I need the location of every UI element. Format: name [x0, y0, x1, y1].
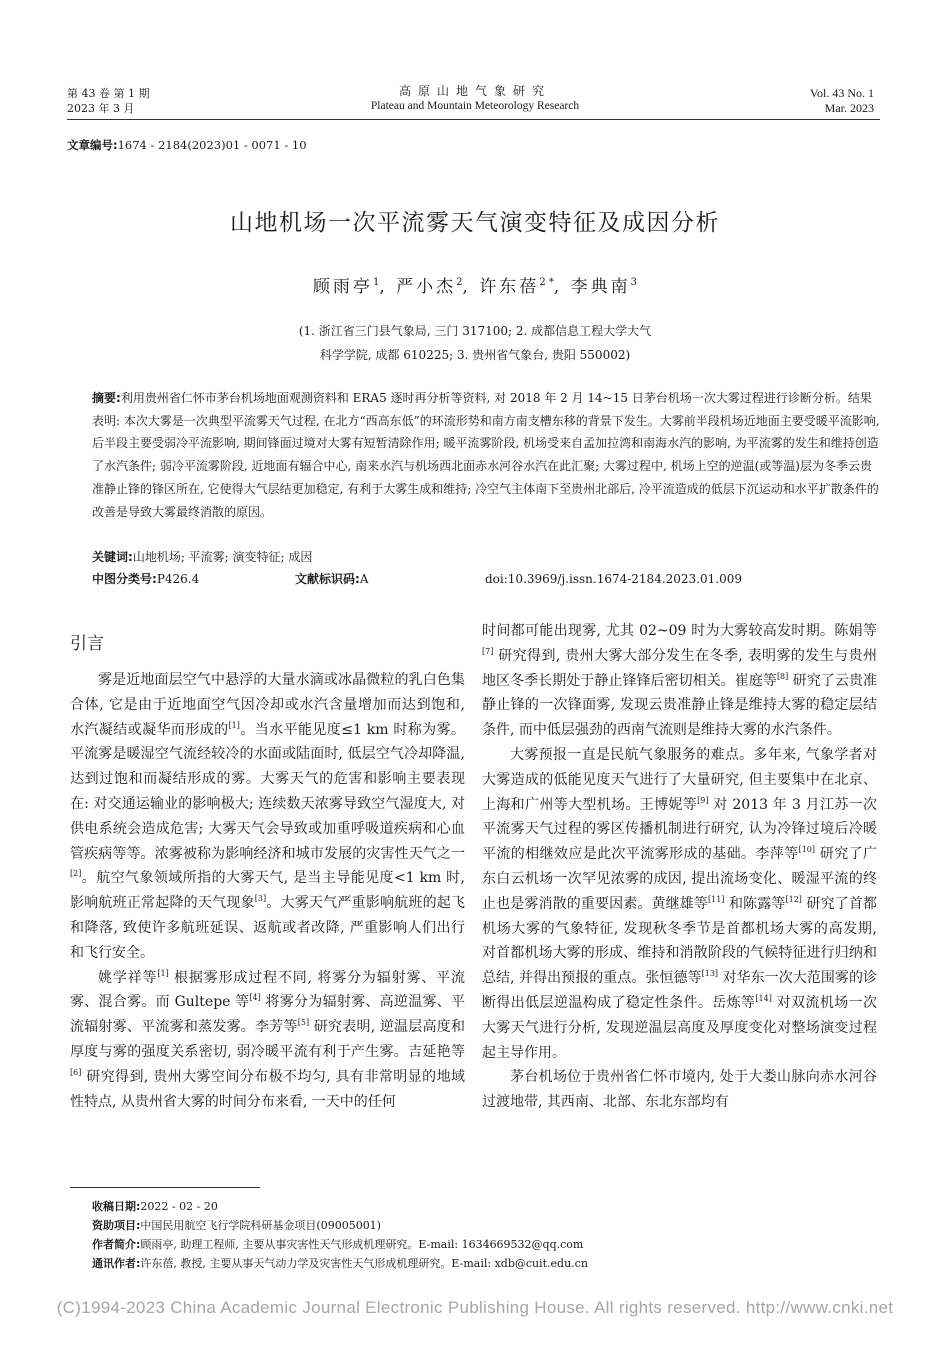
paragraph: 时间都可能出现雾, 尤其 02~09 时为大雾较高发时期。陈娟等[7] 研究得到, 贵州大雾大部分发生在冬季, 表明雾的发生与贵州地区冬季长期处于静止锋锋后密切相关。崔庭等[8] 研究了云贵准静止锋的一次锋面雾, 发现云贵准静止锋是维持大雾的稳定层结条件, 而中低层强劲的西南气流则是维持大雾的水汽条件。: [482, 623, 877, 739]
citation[interactable]: [8]: [776, 671, 789, 681]
citation[interactable]: [11]: [708, 894, 725, 904]
footnote-rule: [70, 1187, 260, 1188]
clc-value: P426.4: [156, 572, 200, 586]
citation[interactable]: [12]: [785, 894, 802, 904]
affiliation-line: 科学学院, 成都 610225; 3. 贵州省气象台, 贵阳 550002): [319, 348, 631, 362]
citation[interactable]: [5]: [297, 1018, 310, 1028]
copyright-watermark: (C)1994-2023 China Academic Journal Electronic Publishing House. All rights reserved. http://www.cnki.net: [56, 1298, 894, 1317]
author-name: 严小杰: [396, 277, 457, 297]
affiliation-line: (1. 浙江省三门县气象局, 三门 317100; 2. 成都信息工程大学大气: [298, 324, 652, 338]
funding: 资助项目:中国民用航空飞行学院科研基金项目(09005001): [92, 1219, 381, 1232]
footnotes: [92, 1197, 588, 1273]
body-column-left: [70, 619, 465, 1114]
volume-issue-en: Vol. 43 No. 1: [809, 86, 874, 100]
citation[interactable]: [9]: [697, 795, 709, 805]
paragraph: 雾是近地面层空气中悬浮的大量水滴或冰晶微粒的乳白色集合体, 它是由于近地面空气因冷却或水汽含量增加而达到饱和, 水汽凝结或凝华而形成的[1]。当水平能见度≤1 km 时称为雾。平流雾是暖湿空气流经较冷的水面或陆面时, 低层空气冷却降温, 达到过饱和而凝结形成的雾。大雾天气的危害和影响主要表现在: 对交通运输业的影响极大; 连续数天浓雾导致空气湿度大, 对供电系统会造成危害; 大雾天气会导致或加重呼吸道疾病和心血管疾病等等。浓雾被称为影响经济和城市发展的灾害性天气之一[2]。航空气象领域所指的大雾天气, 是当主导能见度<1 km 时, 影响航班正常起降的天气现象[3]。大雾天气严重影响航班的起飞和降落, 致使许多航班延误、返航或者改降, 严重影响人们出行和飞行安全。: [70, 672, 466, 961]
citation[interactable]: [2]: [70, 869, 82, 879]
citation[interactable]: [10]: [798, 845, 815, 855]
abstract-label: 摘要:: [92, 391, 121, 405]
paragraph: 姚学祥等[1] 根据雾形成过程不同, 将雾分为辐射雾、平流雾、混合雾。而 Gultepe 等[4] 将雾分为辐射雾、高逆温雾、平流辐射雾、平流雾和蒸发雾。李芳等[5] 研究表明, 逆温层高度和厚度与雾的强度关系密切, 弱冷暖平流有利于产生雾。吉延艳等[6] 研究得到, 贵州大雾空间分布极不均匀, 具有非常明显的地域性特点, 从贵州省大雾的时间分布来看, 一天中的任何: [70, 968, 465, 1110]
doi-label: doi:: [485, 572, 508, 586]
citation[interactable]: [7]: [482, 646, 494, 656]
citation[interactable]: [14]: [755, 993, 772, 1003]
doc-code-value: A: [359, 572, 369, 586]
citation[interactable]: [1]: [228, 720, 240, 730]
journal-name-en: Plateau and Mountain Meteorology Research: [370, 100, 580, 112]
keywords-value: 山地机场; 平流雾; 演变特征; 成因: [132, 550, 313, 564]
abstract-text: 利用贵州省仁怀市茅台机场地面观测资料和 ERA5 逐时再分析等资料, 对 2018 年 2 月 14~15 日茅台机场一次大雾过程进行诊断分析。结果表明: 本次大雾是一次典型平流雾天气过程, 在北方“西高东低”的环流形势和南方南支槽东移的背景下发生。大雾前半段机场近地面主要受暖平流影响, 后半段主要受弱冷平流影响, 期间锋面过境对大雾有短暂清除作用; 暖平流雾阶段, 机场受来自孟加拉湾和南海水汽的影响, 为平流雾的发生和维持创造了水汽条件; 弱冷平流雾阶段, 近地面有辐合中心, 南来水汽与机场西北面赤水河谷水汽在此汇聚; 大雾过程中, 机场上空的逆温(或等温)层为冬季云贵准静止锋的锋区所在, 它使得大气层结更加稳定, 有利于大雾生成和维持; 冷空气主体南下至贵州北部后, 冷平流造成的低层下沉运动和水平扩散条件的改善是导致大雾最终消散的原因。: [92, 391, 880, 519]
author-affil-mark: 1: [372, 277, 380, 288]
running-header-center: [0, 84, 950, 114]
keywords: [92, 547, 882, 567]
author-affil-mark: 2 *: [539, 277, 554, 288]
author-name: 顾雨亭: [312, 277, 373, 297]
header-rule: [67, 119, 880, 120]
section-heading: 引言: [70, 634, 104, 654]
issue-date: 2023 年 3 月: [67, 102, 135, 115]
article-number-label: 文章编号:: [67, 138, 118, 152]
paper-title: 山地机场一次平流雾天气演变特征及成因分析: [230, 210, 720, 236]
corresponding-author: 通讯作者:许东蓓, 教授, 主要从事天气动力学及灾害性天气形成机理研究。E-mail: xdb@cuit.edu.cn: [92, 1257, 588, 1270]
clc-label: 中图分类号:: [92, 572, 157, 586]
doc-code-label: 文献标识码:: [295, 572, 360, 586]
affiliations: [0, 319, 950, 367]
body-column-right: [482, 619, 877, 1115]
author-affil-mark: 2: [456, 277, 463, 288]
journal-name-cn: 高原山地气象研究: [398, 84, 551, 98]
author-name: 李典南: [570, 277, 631, 297]
citation[interactable]: [13]: [701, 969, 719, 979]
doi-value: 10.3969/j.issn.1674-2184.2023.01.009: [507, 572, 742, 586]
abstract: [92, 387, 882, 523]
author-list: 顾雨亭$^1$, 严小杰$^2$, 许东蓓$^{2 *}$, 李典南$^3$: [312, 277, 638, 297]
running-header-right: [810, 86, 874, 116]
author-name: 许东蓓: [479, 277, 540, 297]
citation[interactable]: [6]: [70, 1067, 82, 1077]
paragraph: 大雾预报一直是民航气象服务的难点。多年来, 气象学者对大雾造成的低能见度天气进行了大量研究, 但主要集中在北京、上海和广州等大型机场。王博妮等[9] 对 2013 年 3 月江苏一次平流雾天气过程的雾区传播机制进行研究, 认为冷锋过境后冷暖平流的相继效应是此次平流雾形成的基础。李萍等[10] 研究了广东白云机场一次罕见浓雾的成因, 提出流场变化、暖湿平流的终止也是雾消散的重要因素。黄继雄等[11] 和陈露等[12] 研究了首都机场大雾的气象特征, 发现秋冬季节是首都机场大雾的高发期, 对首都机场大雾的形成、维持和消散阶段的气候特征进行归纳和总结, 并得出预报的重点。张恒德等[13] 对华东一次大范围雾的诊断得出低层逆温构成了稳定性条件。岳炼等[14] 对双流机场一次大雾天气进行分析, 发现逆温层高度及厚度变化对整场演变过程起主导作用。: [482, 746, 878, 1061]
received-date: 收稿日期:2022 - 02 - 20: [92, 1200, 218, 1213]
author-bio: 作者简介:顾雨亭, 助理工程师, 主要从事灾害性天气形成机理研究。E-mail: 1634669532@qq.com: [92, 1238, 584, 1251]
keywords-label: 关键词:: [92, 550, 133, 564]
classification-line: [92, 569, 882, 589]
author-affil-mark: 3: [630, 277, 638, 288]
citation[interactable]: [1]: [157, 968, 169, 978]
citation[interactable]: [3]: [254, 894, 267, 904]
article-number: [67, 137, 307, 153]
issue-date-en: Mar. 2023: [824, 101, 874, 115]
article-number-value: 1674 - 2184(2023)01 - 0071 - 10: [117, 138, 307, 152]
paragraph: 茅台机场位于贵州省仁怀市境内, 处于大娄山脉向赤水河谷过渡地带, 其西南、北部、东北东部均有: [482, 1069, 877, 1111]
citation[interactable]: [4]: [249, 993, 261, 1003]
volume-issue: 第 43 卷 第 1 期: [67, 87, 150, 100]
